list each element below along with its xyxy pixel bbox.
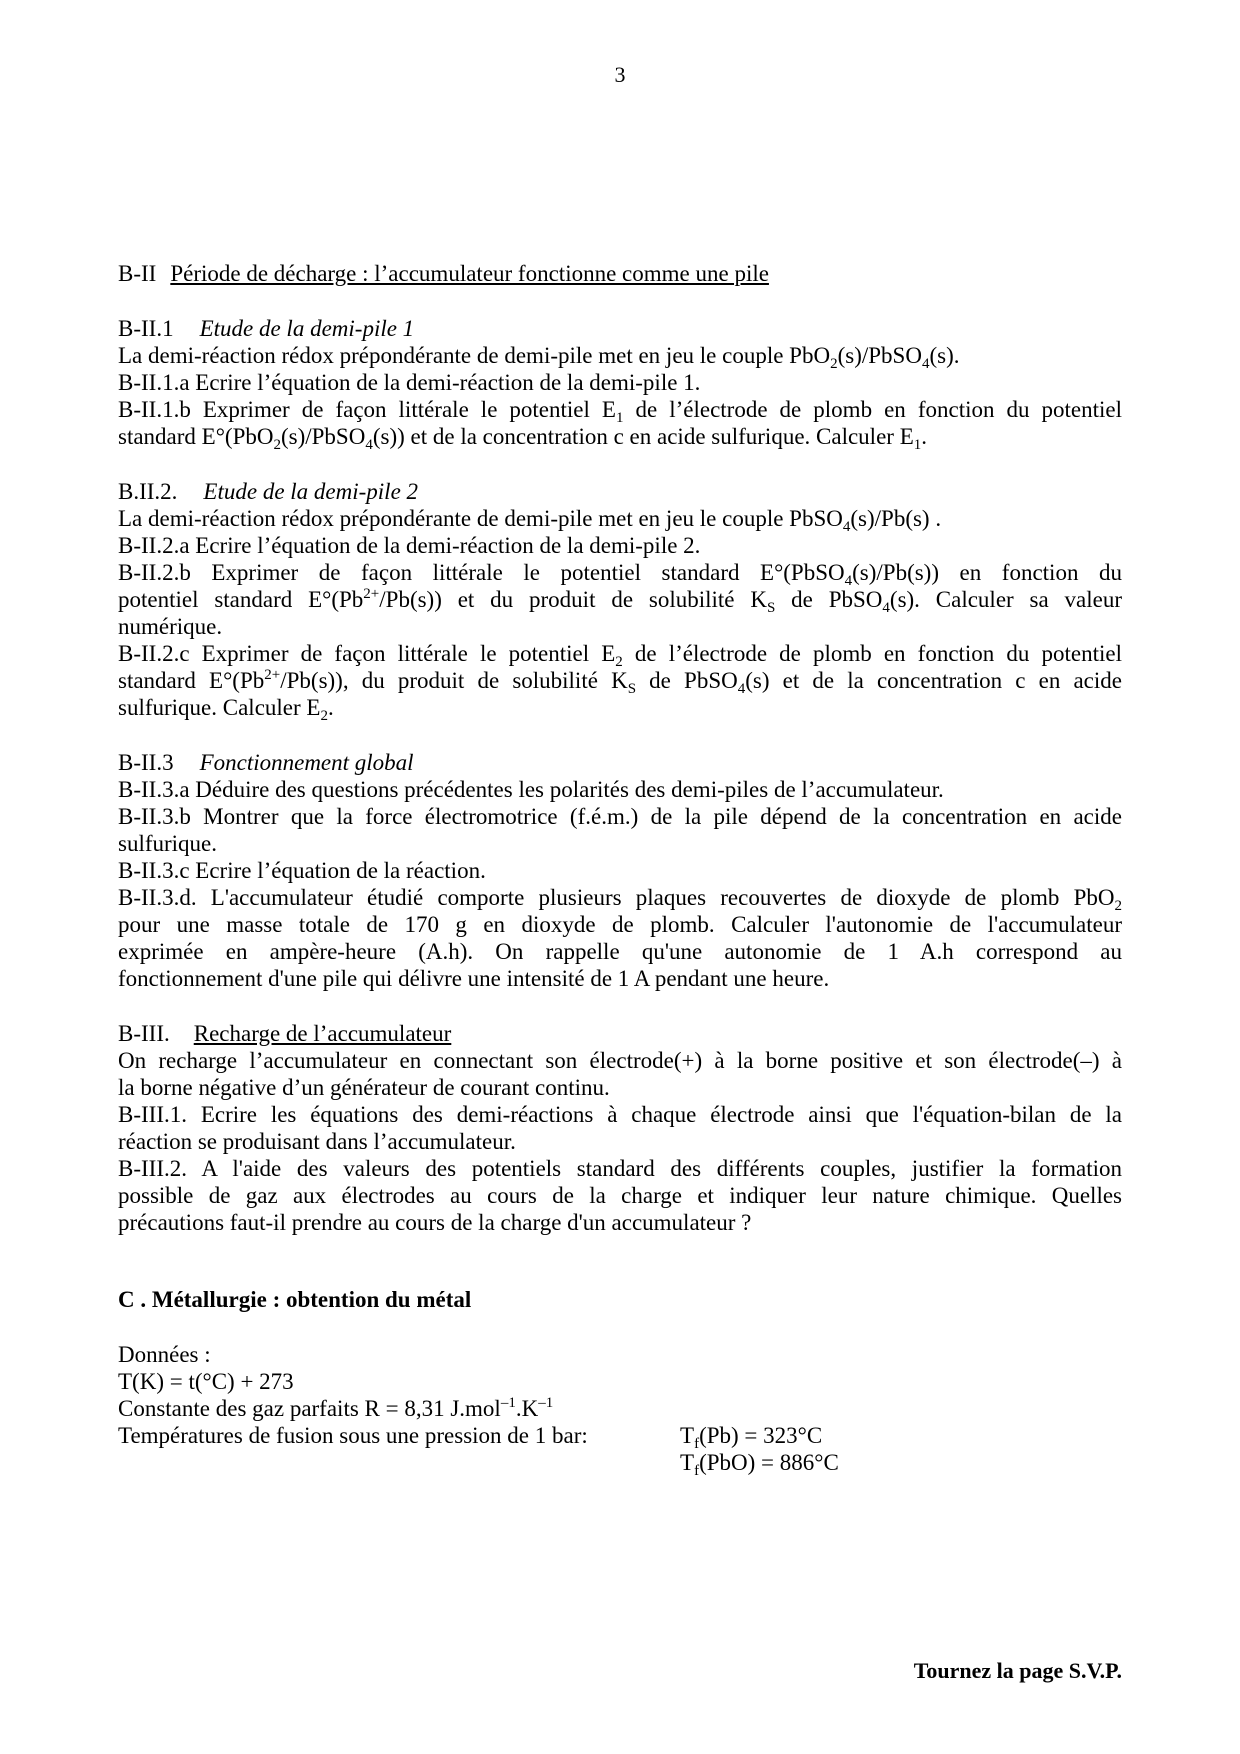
page-number: 3 — [614, 62, 626, 87]
question-b23c: B-II.3.c Ecrire l’équation de la réaction. — [118, 858, 486, 883]
fusion-temperatures-label: Températures de fusion sous une pression de 1 bar: — [118, 1423, 588, 1448]
section-title: Période de décharge : l’accumulateur fonctionne comme une pile — [170, 261, 769, 286]
question-b22b-line2: potentiel standard $E^\circ(Pb^{2+}/Pb(s))$ et du produit de solubilité $K_S$ de PbSO$_4$(s). Calculer sa valeur — [118, 586, 1123, 616]
question-b23d-line4: fonctionnement d'une pile qui délivre une intensité de 1 A pendant une heure. — [118, 966, 830, 991]
section-code: B-II — [118, 261, 157, 286]
question-b23b-line2: sulfurique. — [118, 831, 218, 856]
question-b22c-line1: B-II.2.c Exprimer de façon littérale le potentiel $E_2$ de l’électrode de plomb en fonction du potentiel — [118, 641, 1122, 670]
question-b21a: B-II.1.a Ecrire l’équation de la demi-réaction de la demi-pile 1. — [118, 370, 701, 395]
subsection-title: Etude de la demi-pile 1 — [199, 316, 415, 341]
question-b23a: B-II.3.a Déduire des questions précédentes les polarités des demi-piles de l’accumulateur. — [118, 777, 944, 802]
section-c-heading: C . Métallurgie : obtention du métal — [118, 1287, 472, 1312]
donnees-label: Données : — [118, 1342, 211, 1367]
section-b3-heading — [118, 1020, 451, 1048]
subsection-title: Fonctionnement global — [199, 750, 414, 775]
question-b22a: B-II.2.a Ecrire l’équation de la demi-réaction de la demi-pile 2. — [118, 533, 701, 558]
question-b32-line2: possible de gaz aux électrodes au cours de la charge et indiquer leur nature chimique. Quelles — [118, 1183, 1122, 1208]
question-b32-line3: précautions faut-il prendre au cours de la charge d'un accumulateur ? — [118, 1210, 752, 1235]
question-b23d-line1: B-II.3.d. L'accumulateur étudié comporte plusieurs plaques recouvertes de dioxyde de plomb PbO$_2$ — [118, 885, 1122, 914]
question-b21b-line1: B-II.1.b Exprimer de façon littérale le potentiel $E_1$ de l’électrode de plomb en fonction du potentiel — [118, 397, 1122, 426]
page-footer: Tournez la page S.V.P. — [913, 1658, 1122, 1683]
subsection-code: B-II.1 — [118, 316, 174, 341]
section-code: B-III. — [118, 1021, 170, 1046]
b22-intro: La demi-réaction rédox prépondérante de demi-pile met en jeu le couple PbSO$_4$(s)/Pb(s) . — [118, 506, 942, 535]
question-b23d-line2: pour une masse totale de 170 g en dioxyde de plomb. Calculer l'autonomie de l'accumulateur — [118, 912, 1122, 937]
fusion-temp-pb: $T_f(Pb) = 323^\circ C$ — [680, 1423, 823, 1452]
question-b32-line1: B-III.2. A l'aide des valeurs des potentiels standard des différents couples, justifier la formation — [118, 1156, 1122, 1181]
subsection-code: B.II.2. — [118, 479, 178, 504]
question-b31-line1: B-III.1. Ecrire les équations des demi-réactions à chaque électrode ainsi que l'équation-bilan de la — [118, 1102, 1122, 1127]
question-b23d-line3: exprimée en ampère-heure (A.h). On rappelle qu'une autonomie de 1 A.h correspond au — [118, 939, 1122, 964]
question-b22c-line2: standard $E^\circ(Pb^{2+}/Pb(s))$, du produit de solubilité $K_S$ de PbSO$_4$(s) et de la concentration c en acide — [118, 667, 1122, 697]
question-b31-line2: réaction se produisant dans l’accumulateur. — [118, 1129, 516, 1154]
fusion-temp-pbo: $T_f(PbO) = 886^\circ C$ — [680, 1450, 839, 1479]
subsection-b21-heading — [118, 315, 414, 343]
b21-intro: La demi-réaction rédox prépondérante de demi-pile met en jeu le couple PbO$_2$(s)/PbSO$_4$(s). — [118, 343, 960, 372]
b3-paragraph-line1: On recharge l’accumulateur en connectant son électrode(+) à la borne positive et son électrode(–) à — [118, 1048, 1122, 1073]
subsection-b22-heading — [118, 478, 418, 506]
subsection-title: Etude de la demi-pile 2 — [203, 479, 419, 504]
section-title: Recharge de l’accumulateur — [193, 1021, 452, 1046]
question-b22b-line3: numérique. — [118, 614, 223, 639]
question-b21b-line2: standard E°(PbO$_2$(s)/PbSO$_4$(s)) et de la concentration c en acide sulfurique. Calculer $E_1$. — [118, 424, 927, 453]
temperature-conversion: T(K) = t(°C) + 273 — [118, 1369, 294, 1394]
section-b2-heading — [118, 260, 769, 288]
question-b22c-line3: sulfurique. Calculer $E_2$. — [118, 695, 334, 724]
question-b23b-line1: B-II.3.b Montrer que la force électromotrice (f.é.m.) de la pile dépend de la concentration en acide — [118, 804, 1122, 829]
subsection-code: B-II.3 — [118, 750, 174, 775]
b3-paragraph-line2: la borne négative d’un générateur de courant continu. — [118, 1075, 610, 1100]
question-b22b-line1: B-II.2.b Exprimer de façon littérale le potentiel standard E°(PbSO$_4$(s)/Pb(s)) en fonction du — [118, 560, 1122, 589]
gas-constant: Constante des gaz parfaits R = 8,31 $J.mol^{-1}.K^{-1}$ — [118, 1395, 554, 1421]
subsection-b23-heading — [118, 749, 414, 777]
